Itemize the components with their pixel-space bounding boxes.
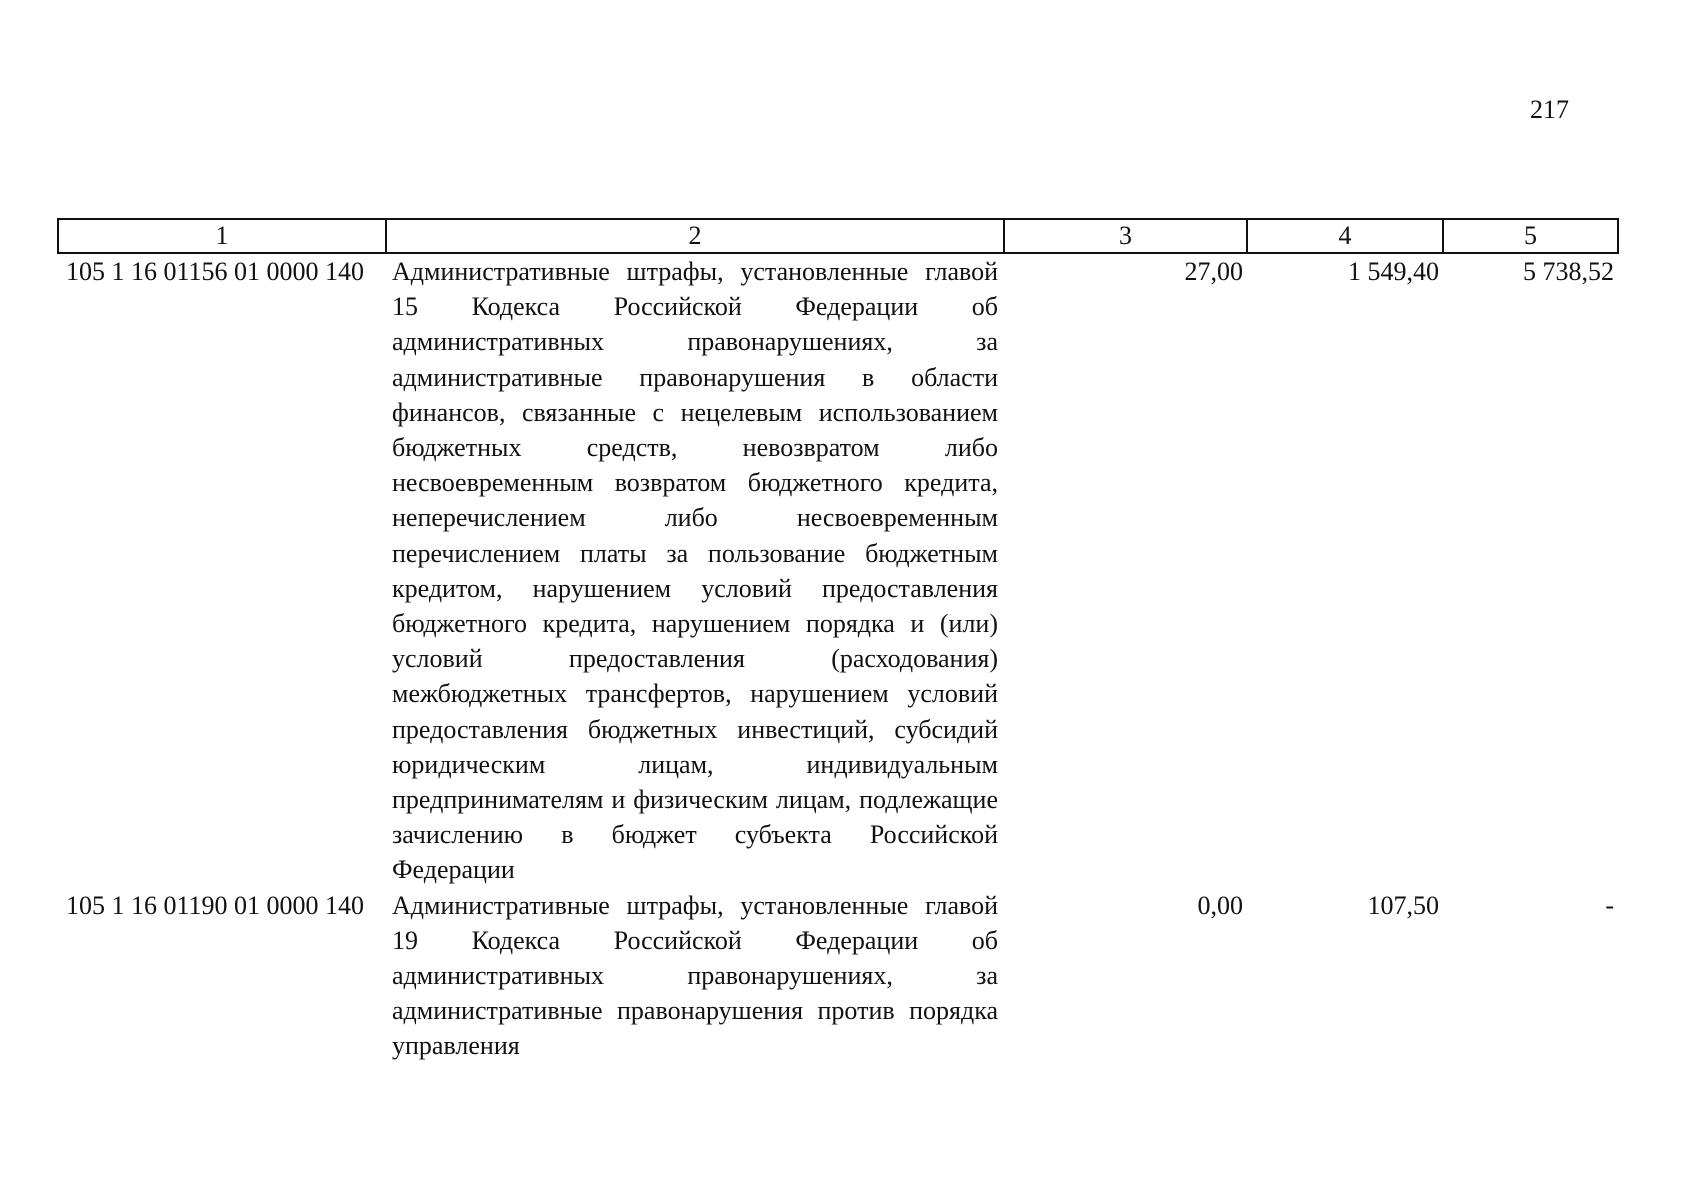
table-row — [58, 253, 1618, 888]
budget-code-cell: 105 1 16 01190 01 0000 140 — [66, 890, 365, 920]
column-3-value: 27,00 — [1184, 257, 1243, 286]
column-5-value: - — [1605, 890, 1614, 920]
column-5-value: 5 738,52 — [1523, 257, 1614, 286]
column-3-value: 0,00 — [1197, 890, 1243, 920]
column-4-value: 1 549,40 — [1348, 257, 1439, 286]
column-header-1: 1 — [58, 219, 386, 253]
description-cell: Административные штрафы, установленные главой 19 Кодекса Российской Федерации об административных правонарушениях, за административные правонарушения против порядка управления — [392, 890, 998, 1061]
table-body — [58, 253, 1618, 1064]
column-4-value: 107,50 — [1367, 890, 1439, 920]
column-header-4: 4 — [1247, 219, 1443, 253]
table-row — [58, 888, 1618, 1064]
column-header-3: 3 — [1004, 219, 1247, 253]
table-header — [58, 219, 1618, 253]
page-number: 217 — [1530, 95, 1569, 124]
description-cell: Административные штрафы, установленные главой 15 Кодекса Российской Федерации об административных правонарушениях, за административные правонарушения в области финансов, связанные с нецелевым использованием бюджетных средств, невозвратом либо несвоевременным возвратом бюджетного кредита, неперечислением либо несвоевременным перечислением платы за пользование бюджетным кредитом, нарушением условий предоставления бюджетного кредита, нарушением порядка и (или) условий предоставления (расходования) межбюджетных трансфертов, нарушением условий предоставления бюджетных инвестиций, субсидий юридическим лицам, индивидуальным предпринимателям и физическим лицам, подлежащие зачислению в бюджет субъекта Российской Федерации — [392, 257, 998, 885]
budget-code-cell: 105 1 16 01156 01 0000 140 — [66, 257, 365, 286]
column-header-2: 2 — [386, 219, 1004, 253]
header-row — [58, 219, 1618, 253]
budget-table — [57, 218, 1619, 1064]
column-header-5: 5 — [1443, 219, 1618, 253]
